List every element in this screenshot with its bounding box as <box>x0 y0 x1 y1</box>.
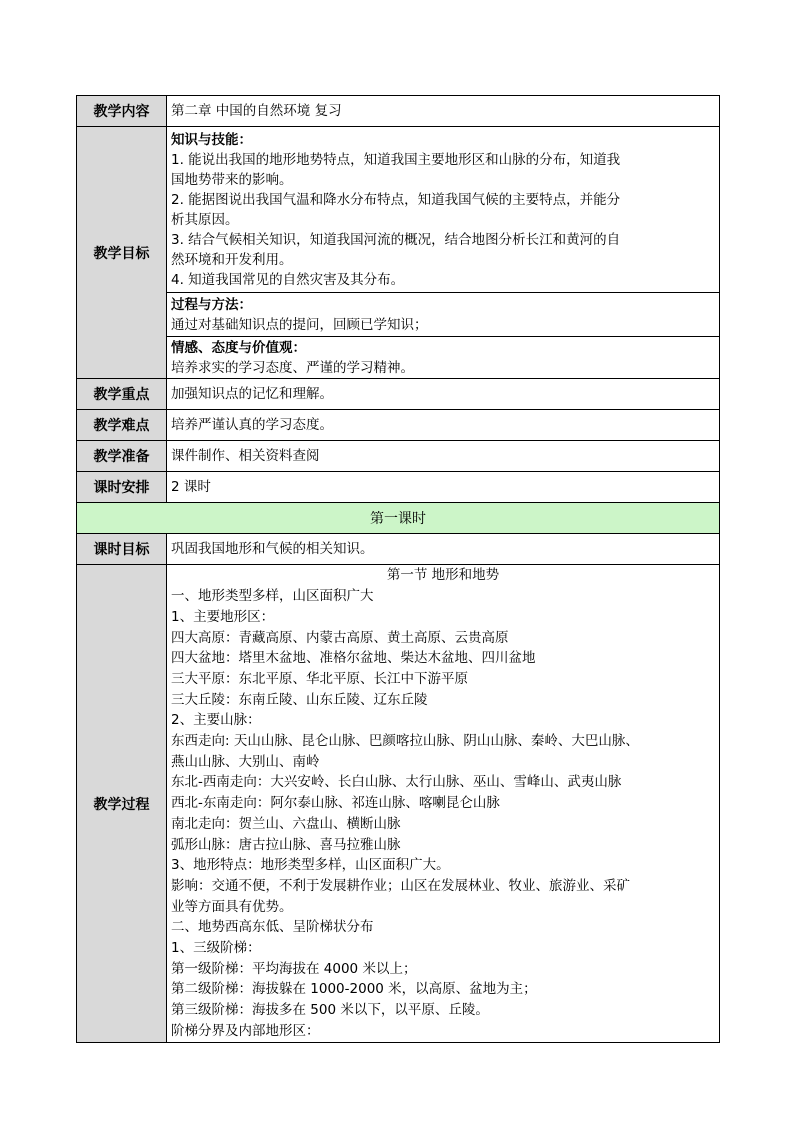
knowledge-line: 4. 知道我国常见的自然灾害及其分布。 <box>171 271 405 288</box>
row-schedule <box>77 472 720 503</box>
label-prep: 教学准备 <box>77 441 167 472</box>
goals-process <box>167 293 720 337</box>
process-line: 第三级阶梯：海拔多在 500 米以下，以平原、丘陵。 <box>171 1002 489 1019</box>
goals-knowledge <box>167 127 720 293</box>
process-line: 弧形山脉：唐古拉山脉、喜马拉雅山脉 <box>171 836 401 853</box>
row-lesson-header <box>77 503 720 534</box>
value-prep: 课件制作、相关资料查阅 <box>167 441 720 472</box>
process-line: 业等方面具有优势。 <box>171 898 293 915</box>
process-line: 1、主要地形区： <box>171 608 275 625</box>
process-line: 2、主要山脉： <box>171 712 261 729</box>
row-goals-process <box>77 293 720 337</box>
section-title: 第一节 地形和地势 <box>386 567 500 584</box>
label-schedule: 课时安排 <box>77 472 167 503</box>
value-content: 第二章 中国的自然环境 复习 <box>167 96 720 127</box>
knowledge-line: 析其原因。 <box>171 211 239 228</box>
process-line: 三大平原：东北平原、华北平原、长江中下游平原 <box>171 670 468 687</box>
process-line: 一、地形类型多样，山区面积广大 <box>171 588 374 605</box>
process-line: 四大盆地：塔里木盆地、准格尔盆地、柴达木盆地、四川盆地 <box>171 650 536 667</box>
lesson-header: 第一课时 <box>77 503 720 534</box>
process-line: 第一级阶梯：平均海拔在 4000 米以上； <box>171 960 417 977</box>
value-schedule: 2 课时 <box>167 472 720 503</box>
knowledge-line: 1. 能说出我国的地形地势特点，知道我国主要地形区和山脉的分布，知道我 <box>171 151 621 168</box>
knowledge-line: 国地势带来的影响。 <box>171 171 293 188</box>
knowledge-title: 知识与技能： <box>171 131 252 148</box>
process-line: 四大高原：青藏高原、内蒙古高原、黄土高原、云贵高原 <box>171 629 509 646</box>
row-lesson-goal <box>77 534 720 565</box>
label-lesson-goal: 课时目标 <box>77 534 167 565</box>
knowledge-line: 3. 结合气候相关知识，知道我国河流的概况，结合地图分析长江和黄河的自 <box>171 231 621 248</box>
process-line: 阶梯分界及内部地形区： <box>171 1022 320 1039</box>
value-lesson-goal: 巩固我国地形和气候的相关知识。 <box>167 534 720 565</box>
emotion-title: 情感、态度与价值观： <box>171 339 306 356</box>
process-line: 第二级阶梯：海拔躲在 1000-2000 米，以高原、盆地为主； <box>171 981 537 998</box>
knowledge-line: 然环境和开发利用。 <box>171 251 293 268</box>
emotion-text: 培养求实的学习态度、严谨的学习精神。 <box>171 359 414 376</box>
process-line: 1、三级阶梯： <box>171 940 261 957</box>
process-line: 燕山山脉、大别山、南岭 <box>171 753 320 770</box>
row-process <box>77 565 720 1043</box>
process-title: 过程与方法： <box>171 296 252 313</box>
label-process: 教学过程 <box>77 565 167 1043</box>
label-key: 教学重点 <box>77 379 167 410</box>
process-line: 二、地势西高东低、呈阶梯状分布 <box>171 919 374 936</box>
label-difficulty: 教学难点 <box>77 410 167 441</box>
row-key <box>77 379 720 410</box>
value-key: 加强知识点的记忆和理解。 <box>167 379 720 410</box>
value-difficulty: 培养严谨认真的学习态度。 <box>167 410 720 441</box>
value-process <box>167 565 720 1043</box>
label-content: 教学内容 <box>77 96 167 127</box>
row-goals-knowledge <box>77 127 720 293</box>
process-line: 东西走向: 天山山脉、昆仑山脉、巴颜喀拉山脉、阴山山脉、秦岭、大巴山脉、 <box>171 733 639 750</box>
goals-emotion <box>167 337 720 379</box>
process-line: 南北走向：贺兰山、六盘山、横断山脉 <box>171 815 401 832</box>
process-line: 3、地形特点：地形类型多样，山区面积广大。 <box>171 857 450 874</box>
row-goals-emotion <box>77 337 720 379</box>
process-line: 三大丘陵：东南丘陵、山东丘陵、辽东丘陵 <box>171 691 428 708</box>
knowledge-line: 2. 能据图说出我国气温和降水分布特点，知道我国气候的主要特点，并能分 <box>171 191 621 208</box>
process-line: 西北-东南走向：阿尔泰山脉、祁连山脉、喀喇昆仑山脉 <box>171 795 500 812</box>
label-goals: 教学目标 <box>77 127 167 379</box>
process-line: 东北-西南走向：大兴安岭、长白山脉、太行山脉、巫山、雪峰山、武夷山脉 <box>171 774 622 791</box>
row-content <box>77 96 720 127</box>
process-text: 通过对基础知识点的提问，回顾已学知识； <box>171 316 428 333</box>
lesson-plan-table <box>76 95 720 1043</box>
row-difficulty <box>77 410 720 441</box>
row-prep <box>77 441 720 472</box>
process-line: 影响：交通不便，不利于发展耕作业；山区在发展林业、牧业、旅游业、采矿 <box>171 877 630 894</box>
